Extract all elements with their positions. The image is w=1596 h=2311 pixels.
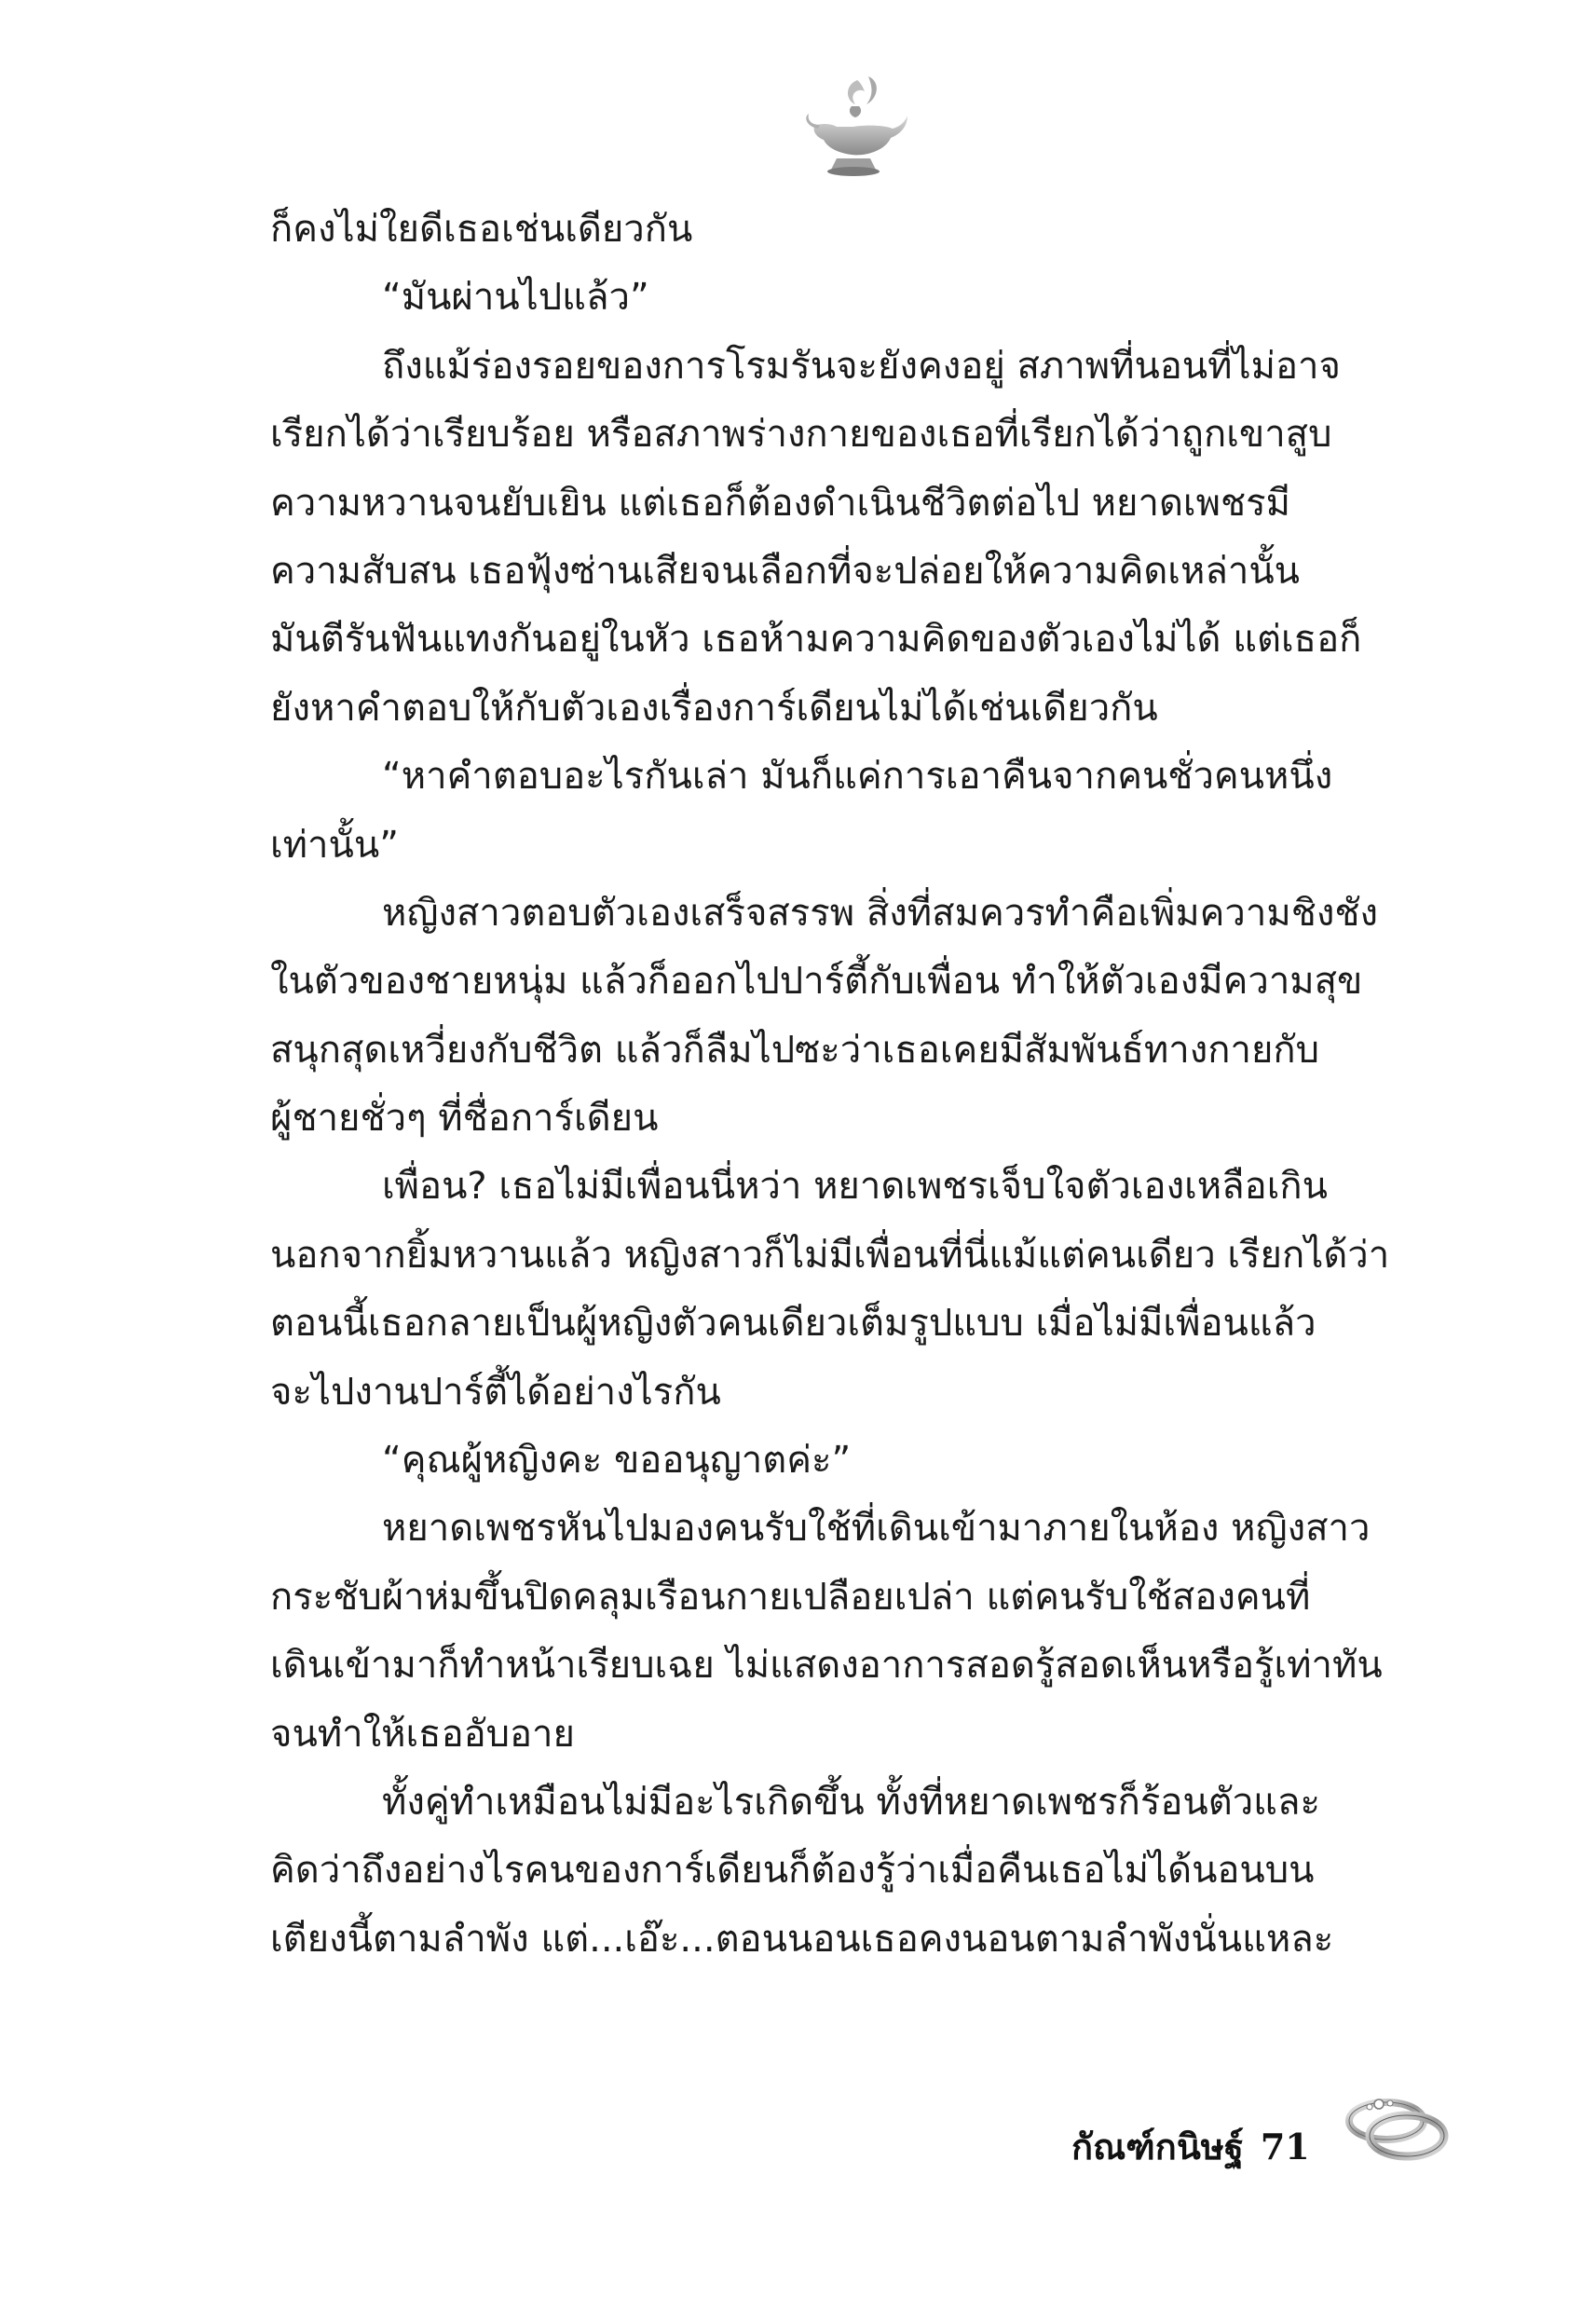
paragraph — [270, 743, 1435, 880]
text-line: ตอนนี้เธอกลายเป็นผู้หญิงตัวคนเดียวเต็มรูปแบบ เมื่อไม่มีเพื่อนแล้ว — [270, 1302, 1316, 1346]
body-text — [270, 196, 1435, 1974]
text-line: ความหวานจนยับเยิน แต่เธอก็ต้องดำเนินชีวิตต่อไป หยาดเพชรมี — [270, 481, 1290, 525]
page-footer — [1071, 2113, 1310, 2179]
text-line: สนุกสุดเหวี่ยงกับชีวิต แล้วก็ลืมไปซะว่าเธอเคยมีสัมพันธ์ทางกายกับ — [270, 1028, 1319, 1072]
text-line: เท่านั้น” — [270, 823, 399, 867]
text-line: หยาดเพชรหันไปมองคนรับใช้ที่เดินเข้ามาภายในห้อง หญิงสาว — [382, 1507, 1371, 1551]
text-line: “หาคำตอบอะไรกันเล่า มันก็แค่การเอาคืนจากคนชั่วคนหนึ่ง — [382, 755, 1333, 799]
paragraph — [270, 1153, 1435, 1427]
paragraph — [270, 1495, 1435, 1769]
text-line: นอกจากยิ้มหวานแล้ว หญิงสาวก็ไม่มีเพื่อนที่นี่แม้แต่คนเดียว เรียกได้ว่า — [270, 1233, 1390, 1277]
text-line: จนทำให้เธออับอาย — [270, 1712, 575, 1756]
page-number: 71 — [1260, 2125, 1310, 2167]
wedding-rings-icon — [1342, 2076, 1453, 2169]
text-line: เรียกได้ว่าเรียบร้อย หรือสภาพร่างกายของเธอที่เรียกได้ว่าถูกเขาสูบ — [270, 413, 1332, 457]
text-line: ก็คงไม่ใยดีเธอเช่นเดียวกัน — [270, 208, 693, 251]
paragraph — [270, 196, 1435, 264]
text-line: “คุณผู้หญิงคะ ขออนุญาตค่ะ” — [382, 1439, 852, 1483]
text-line: ถึงแม้ร่องรอยของการโรมรันจะยังคงอยู่ สภาพที่นอนที่ไม่อาจ — [382, 344, 1341, 388]
text-line: ในตัวของชายหนุ่ม แล้วก็ออกไปปาร์ตี้กับเพื่อน ทำให้ตัวเองมีความสุข — [270, 960, 1363, 1004]
paragraph — [270, 1769, 1435, 1974]
text-line: หญิงสาวตอบตัวเองเสร็จสรรพ สิ่งที่สมควรทำคือเพิ่มความชิงชัง — [382, 891, 1379, 935]
text-line: “มันผ่านไปแล้ว” — [382, 276, 649, 320]
book-title: กัณฑ์กนิษฐ์ — [1071, 2125, 1244, 2167]
text-line: คิดว่าถึงอย่างไรคนของการ์เดียนก็ต้องรู้ว่าเมื่อคืนเธอไม่ได้นอนบน — [270, 1849, 1315, 1893]
text-line: มันตีรันฟันแทงกันอยู่ในหัว เธอห้ามความคิดของตัวเองไม่ได้ แต่เธอก็ — [270, 618, 1362, 662]
text-line: เตียงนี้ตามลำพัง แต่...เอ๊ะ...ตอนนอนเธอคงนอนตามลำพังนั่นแหละ — [270, 1917, 1334, 1961]
paragraph — [270, 333, 1435, 743]
paragraph — [270, 264, 1435, 332]
text-line: เพื่อน? เธอไม่มีเพื่อนนี่หว่า หยาดเพชรเจ็บใจตัวเองเหลือเกิน — [382, 1165, 1328, 1209]
text-line: ยังหาคำตอบให้กับตัวเองเรื่องการ์เดียนไม่ได้เช่นเดียวกัน — [270, 686, 1158, 730]
text-line: เดินเข้ามาก็ทำหน้าเรียบเฉย ไม่แสดงอาการสอดรู้สอดเห็นหรือรู้เท่าทัน — [270, 1644, 1383, 1688]
text-line: ความสับสน เธอฟุ้งซ่านเสียจนเลือกที่จะปล่อยให้ความคิดเหล่านั้น — [270, 549, 1300, 593]
text-line: จะไปงานปาร์ตี้ได้อย่างไรกัน — [270, 1370, 721, 1414]
genie-lamp-icon — [799, 73, 909, 177]
text-line: ผู้ชายชั่วๆ ที่ชื่อการ์เดียน — [270, 1097, 659, 1141]
paragraph — [270, 880, 1435, 1154]
text-line: กระชับผ้าห่มขึ้นปิดคลุมเรือนกายเปลือยเปล่า แต่คนรับใช้สองคนที่ — [270, 1575, 1311, 1619]
text-line: ทั้งคู่ทำเหมือนไม่มีอะไรเกิดขึ้น ทั้งที่หยาดเพชรก็ร้อนตัวและ — [382, 1780, 1320, 1824]
paragraph — [270, 1427, 1435, 1495]
